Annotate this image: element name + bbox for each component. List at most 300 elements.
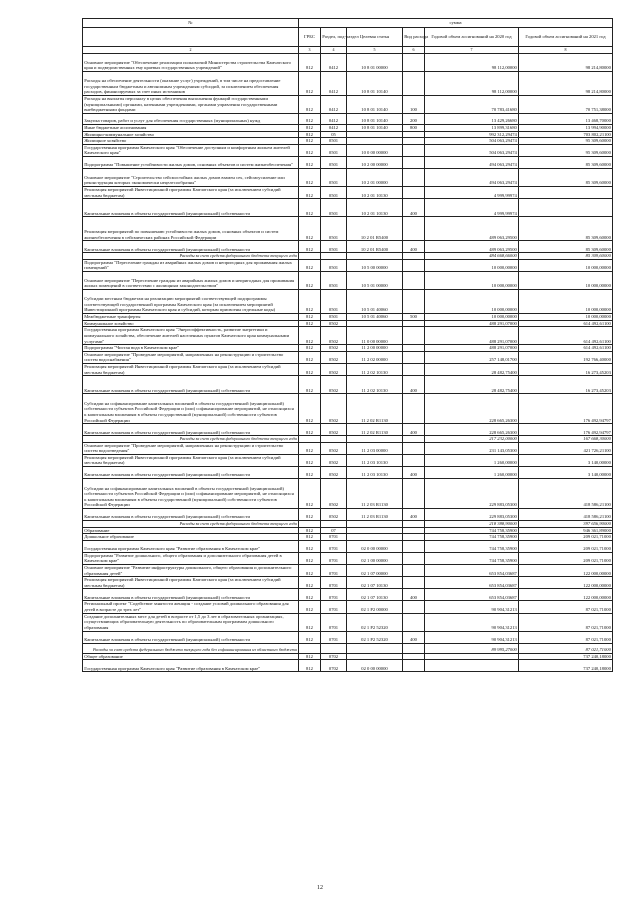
header-colnum: 8: [519, 47, 613, 54]
row-razdel: 0502: [321, 363, 347, 375]
row-grbs: [299, 253, 321, 260]
row-value-2021: 87 021,71000: [519, 643, 613, 653]
row-grbs: 812: [299, 363, 321, 375]
row-expense-type: 400: [403, 589, 425, 601]
table-row: [83, 442, 613, 454]
row-target-code: 10 2 01 00000: [347, 168, 403, 186]
row-value-2020: 13 429,26680: [425, 114, 519, 125]
row-name: Расходы за счет средств федерального бюджета текущего года без софинансирования из областного бюджета: [83, 643, 299, 653]
header-razdel: Раздел, под-раздел: [321, 28, 347, 47]
header-vid: Вид расхода: [403, 28, 425, 47]
row-name: Государственная программа Камчатского края "Развитие образования в Камчатском крае": [83, 660, 299, 672]
row-name: Закупка товаров, работ и услуг для обеспечения государственных (муниципальных) нужд: [83, 114, 299, 125]
table-row: [83, 320, 613, 327]
row-grbs: 812: [299, 394, 321, 424]
table-row: [83, 125, 613, 132]
row-target-code: 10 8 01 10140: [347, 114, 403, 125]
row-value-2020: 744 758,35900: [425, 527, 519, 534]
row-grbs: 812: [299, 114, 321, 125]
header-colnum: 3: [299, 47, 321, 54]
row-expense-type: [403, 436, 425, 443]
row-expense-type: [403, 643, 425, 653]
row-expense-type: [403, 131, 425, 138]
row-target-code: 02 1 P2 52320: [347, 631, 403, 643]
row-value-2021: 16 273,45203: [519, 363, 613, 375]
row-razdel: 0502: [321, 345, 347, 352]
row-razdel: 0412: [321, 96, 347, 114]
header-2021: Годовой объем ассигнований на 2021 год: [519, 28, 613, 47]
row-razdel: 0501: [321, 168, 347, 186]
row-value-2020: 90 904,31213: [425, 631, 519, 643]
table-row: [83, 394, 613, 424]
row-value-2020: 488 291,07000: [425, 345, 519, 352]
page-number: 12: [317, 885, 323, 891]
row-name: Реализация мероприятий Инвестиционной программы Камчатского края (за исключением субсидий местным бюджетам): [83, 363, 299, 375]
row-expense-type: [403, 138, 425, 145]
row-razdel: 0502: [321, 467, 347, 479]
row-target-code: 02 0 00 00000: [347, 660, 403, 672]
row-expense-type: [403, 289, 425, 313]
row-expense-type: [403, 613, 425, 631]
row-value-2020: 28 482,75400: [425, 376, 519, 394]
row-value-2020: 89 995,27000: [425, 643, 519, 653]
row-value-2021: 13 468,70000: [519, 114, 613, 125]
row-value-2020: 488 291,07000: [425, 327, 519, 345]
row-value-2020: 10 000,00000: [425, 271, 519, 289]
row-target-code: 10 0 00 00000: [347, 144, 403, 156]
row-value-2021: 122 000,00000: [519, 565, 613, 577]
row-razdel: [321, 436, 347, 443]
row-grbs: 812: [299, 424, 321, 436]
row-grbs: 812: [299, 552, 321, 564]
row-name: Жилищно-коммунальное хозяйство: [83, 131, 299, 138]
row-target-code: 02 0 00 00000: [347, 540, 403, 552]
row-name: Реализация мероприятий Инвестиционной программы Камчатского края (за исключением субсидий местным бюджетам): [83, 186, 299, 198]
row-name: Капитальные вложения в объекты государственной (муниципальной) собственности: [83, 241, 299, 253]
row-value-2021: 209 021,71000: [519, 552, 613, 564]
row-razdel: 0502: [321, 320, 347, 327]
table-row: [83, 653, 613, 660]
row-value-2020: 4 999,99974: [425, 186, 519, 198]
row-value-2020: 90 904,31213: [425, 601, 519, 613]
row-grbs: 812: [299, 509, 321, 521]
row-expense-type: [403, 534, 425, 541]
row-razdel: [321, 521, 347, 528]
header-2020: Годовой объем ассигнований на 2020 год: [425, 28, 519, 47]
row-value-2020: 653 854,03687: [425, 577, 519, 589]
row-value-2021: 397 656,90000: [519, 521, 613, 528]
table-row: [83, 601, 613, 613]
row-razdel: 0501: [321, 289, 347, 313]
row-name: Государственная программа Камчатского края "Обеспечение доступным и комфортным жильем жителей Камчатского края": [83, 144, 299, 156]
header-colnum: 6: [403, 47, 425, 54]
row-value-2021: 614 492,61100: [519, 320, 613, 327]
row-target-code: [347, 534, 403, 541]
row-grbs: 812: [299, 631, 321, 643]
table-row-note: [83, 643, 613, 653]
row-expense-type: 100: [403, 96, 425, 114]
header-name: [83, 28, 299, 47]
row-target-code: 11 2 02 10130: [347, 363, 403, 375]
row-expense-type: [403, 552, 425, 564]
row-razdel: 0501: [321, 259, 347, 271]
row-value-2020: 90 904,31213: [425, 613, 519, 631]
row-target-code: 11 0 00 00000: [347, 327, 403, 345]
row-razdel: 0502: [321, 424, 347, 436]
row-razdel: 0701: [321, 552, 347, 564]
header-sum-label: сумма: [299, 19, 613, 28]
row-value-2020: 229 883,05300: [425, 509, 519, 521]
row-razdel: 0501: [321, 144, 347, 156]
row-value-2021: 3 140,00000: [519, 454, 613, 466]
row-grbs: 812: [299, 589, 321, 601]
table-row-note: [83, 253, 613, 260]
row-grbs: 812: [299, 156, 321, 168]
row-value-2020: 70 783,41680: [425, 96, 519, 114]
row-value-2020: 744 758,35900: [425, 534, 519, 541]
table-row: [83, 144, 613, 156]
row-name: Капитальные вложения в объекты государственной (муниципальной) собственности: [83, 631, 299, 643]
header-target: Целевая статья: [347, 28, 403, 47]
row-value-2020: 218 388,90000: [425, 521, 519, 528]
row-razdel: 0501: [321, 217, 347, 241]
table-row: [83, 156, 613, 168]
table-row: [83, 289, 613, 313]
row-expense-type: 400: [403, 467, 425, 479]
row-razdel: 0502: [321, 351, 347, 363]
row-target-code: 02 1 07 10130: [347, 589, 403, 601]
row-grbs: 812: [299, 613, 321, 631]
row-name: Расходы на обеспечение деятельности (оказание услуг) учреждений, в том числе на предоставление государственным бюджетным и автономным учреждениям субсидий, за исключением обеспечения расходов, финансируемых за счет иных источников: [83, 72, 299, 96]
row-value-2021: 95 309,60000: [519, 138, 613, 145]
row-name: Основное мероприятие "Проведение мероприятий, направленных на реконструкцию и строительство систем водоснабжения": [83, 351, 299, 363]
row-expense-type: [403, 527, 425, 534]
table-body: [83, 54, 613, 672]
table-row-note: [83, 521, 613, 528]
row-target-code: 11 2 02 R1130: [347, 394, 403, 424]
row-target-code: 10 2 01 R5400: [347, 241, 403, 253]
row-razdel: 05: [321, 131, 347, 138]
row-name: Реализация мероприятий Инвестиционной программы Камчатского края (за исключением субсидий местным бюджетам): [83, 577, 299, 589]
row-razdel: 0501: [321, 138, 347, 145]
row-target-code: 10 5 01 40060: [347, 289, 403, 313]
row-grbs: 812: [299, 241, 321, 253]
row-expense-type: 400: [403, 631, 425, 643]
row-name: Основное мероприятие "Обеспечение реализации полномочий Министерства строительства Камчатского края и подведомственных ему краевых государственных учреждений": [83, 54, 299, 72]
row-grbs: 812: [299, 199, 321, 217]
row-value-2020: 744 758,35900: [425, 540, 519, 552]
row-expense-type: [403, 479, 425, 509]
row-name: Реализация мероприятий по повышению устойчивости жилых домов, основных объектов и систем жизнеобеспечения в сейсмических районах Российской Федерации: [83, 217, 299, 241]
row-value-2021: 3 140,00000: [519, 467, 613, 479]
row-value-2021: [519, 186, 613, 198]
row-target-code: 11 2 00 00000: [347, 345, 403, 352]
row-expense-type: [403, 565, 425, 577]
row-expense-type: 400: [403, 241, 425, 253]
row-value-2020: 992 312,29474: [425, 131, 519, 138]
row-value-2021: 85 309,60000: [519, 217, 613, 241]
row-name: Реализация мероприятий Инвестиционной программы Камчатского края (за исключением субсидий местным бюджетам): [83, 454, 299, 466]
row-name: Основное мероприятие "Развитие инфраструктуры дошкольного, общего образования и дополнительного образования детей": [83, 565, 299, 577]
row-value-2021: 209 021,71000: [519, 540, 613, 552]
row-target-code: 11 2 03 R1130: [347, 479, 403, 509]
table-row: [83, 96, 613, 114]
row-target-code: 02 1 07 10130: [347, 577, 403, 589]
row-expense-type: [403, 653, 425, 660]
row-razdel: 0412: [321, 125, 347, 132]
row-value-2020: [425, 653, 519, 660]
table-row: [83, 54, 613, 72]
row-expense-type: 500: [403, 313, 425, 320]
row-razdel: 0502: [321, 442, 347, 454]
row-razdel: 0501: [321, 241, 347, 253]
row-value-2020: 1 260,00000: [425, 467, 519, 479]
row-name: Подпрограмма "Повышение устойчивости жилых домов, основных объектов и систем жизнеобеспечения": [83, 156, 299, 168]
table-row-note: [83, 436, 613, 443]
row-grbs: 812: [299, 527, 321, 534]
row-value-2021: 85 309,60000: [519, 156, 613, 168]
row-grbs: 812: [299, 271, 321, 289]
row-value-2021: 85 309,60000: [519, 241, 613, 253]
row-value-2021: 122 000,00000: [519, 577, 613, 589]
row-razdel: 07: [321, 527, 347, 534]
row-name: Капитальные вложения в объекты государственной (муниципальной) собственности: [83, 199, 299, 217]
row-expense-type: [403, 660, 425, 672]
row-value-2021: 85 309,60000: [519, 253, 613, 260]
row-name: Дошкольное образование: [83, 534, 299, 541]
row-value-2020: 653 854,03687: [425, 565, 519, 577]
row-expense-type: [403, 72, 425, 96]
row-name: Капитальные вложения в объекты государственной (муниципальной) собственности: [83, 509, 299, 521]
row-name: Жилищное хозяйство: [83, 138, 299, 145]
row-grbs: 812: [299, 565, 321, 577]
row-expense-type: [403, 186, 425, 198]
row-grbs: 812: [299, 601, 321, 613]
row-target-code: 02 1 P2 52320: [347, 613, 403, 631]
row-grbs: 812: [299, 144, 321, 156]
header-row-main: [83, 28, 613, 47]
row-value-2021: 13 994,90000: [519, 125, 613, 132]
row-value-2020: 504 063,29474: [425, 138, 519, 145]
row-target-code: [347, 527, 403, 534]
table-row: [83, 454, 613, 466]
row-target-code: [347, 253, 403, 260]
row-value-2021: 418 586,21100: [519, 509, 613, 521]
row-grbs: 812: [299, 289, 321, 313]
table-row: [83, 241, 613, 253]
row-value-2021: 614 492,61100: [519, 345, 613, 352]
row-target-code: 11 2 03 00000: [347, 442, 403, 454]
row-target-code: [347, 138, 403, 145]
table-row: [83, 660, 613, 672]
row-value-2021: 85 309,60000: [519, 168, 613, 186]
row-value-2020: 10 000,00000: [425, 259, 519, 271]
row-razdel: 0502: [321, 327, 347, 345]
row-value-2021: 176 492,94797: [519, 394, 613, 424]
row-grbs: 812: [299, 442, 321, 454]
row-grbs: 812: [299, 320, 321, 327]
row-value-2021: 737 240,18000: [519, 653, 613, 660]
row-name: Основное мероприятие "Переселение граждан из аварийных жилых домов и непригодных для проживания жилых помещений в соответствии с жилищным законодательством": [83, 271, 299, 289]
row-grbs: 812: [299, 534, 321, 541]
row-value-2020: 1 260,00000: [425, 454, 519, 466]
row-value-2021: 10 000,00000: [519, 289, 613, 313]
row-razdel: 0501: [321, 156, 347, 168]
row-value-2021: 87 021,71000: [519, 631, 613, 643]
row-target-code: 02 1 00 00000: [347, 552, 403, 564]
header-row-top: [83, 19, 613, 28]
row-target-code: 11 2 03 R1130: [347, 509, 403, 521]
header-colnum: 7: [425, 47, 519, 54]
row-target-code: 10 8 01 10140: [347, 72, 403, 96]
row-value-2020: 4 999,99974: [425, 199, 519, 217]
table-row: [83, 259, 613, 271]
table-row: [83, 424, 613, 436]
row-value-2021: 737 240,18000: [519, 660, 613, 672]
row-value-2021: [519, 199, 613, 217]
table-row: [83, 186, 613, 198]
row-expense-type: [403, 442, 425, 454]
row-expense-type: [403, 156, 425, 168]
row-name: Субсидии на софинансирование капитальных вложений в объекты государственной (муниципальной) собственности субъектов Российской Федерации и (или) софинансирование мероприятий, не относящихся к капитальным вложениям в объекты государственной (муниципальной) собственности субъектов Российской Федерации: [83, 479, 299, 509]
row-grbs: 812: [299, 217, 321, 241]
row-value-2021: 87 021,71000: [519, 601, 613, 613]
header-num: №: [83, 19, 299, 28]
table-row: [83, 376, 613, 394]
row-target-code: 10 2 01 R5400: [347, 217, 403, 241]
row-value-2020: 228 665,26300: [425, 394, 519, 424]
row-value-2021: 10 000,00000: [519, 313, 613, 320]
row-grbs: 812: [299, 125, 321, 132]
row-grbs: 812: [299, 313, 321, 320]
table-row: [83, 527, 613, 534]
row-target-code: 10 2 01 10130: [347, 186, 403, 198]
row-target-code: 10 8 01 00000: [347, 54, 403, 72]
table-row: [83, 327, 613, 345]
row-expense-type: 800: [403, 125, 425, 132]
row-razdel: 0502: [321, 394, 347, 424]
row-name: Основное мероприятие "Проведение мероприятий, направленных на реконструкцию и строительство систем водоотведения": [83, 442, 299, 454]
row-name: Основное мероприятие "Строительство сейсмостойких жилых домов взамен сех, сейсмоусиление или реконструкция которых экономически нецелесообразны": [83, 168, 299, 186]
row-razdel: 0502: [321, 479, 347, 509]
row-value-2021: 98 214,80000: [519, 54, 613, 72]
row-grbs: 812: [299, 376, 321, 394]
row-value-2020: 257 148,01700: [425, 351, 519, 363]
row-value-2021: 98 214,80000: [519, 72, 613, 96]
row-target-code: 11 2 03 10130: [347, 454, 403, 466]
row-expense-type: [403, 345, 425, 352]
row-target-code: 02 1 07 00000: [347, 565, 403, 577]
row-grbs: 812: [299, 351, 321, 363]
row-target-code: 11 2 02 R1130: [347, 424, 403, 436]
row-expense-type: [403, 327, 425, 345]
row-razdel: [321, 253, 347, 260]
row-razdel: 0701: [321, 589, 347, 601]
row-grbs: [299, 521, 321, 528]
row-grbs: 812: [299, 577, 321, 589]
row-expense-type: [403, 521, 425, 528]
row-expense-type: [403, 253, 425, 260]
row-value-2021: 70 751,38000: [519, 96, 613, 114]
row-value-2020: 229 883,05300: [425, 479, 519, 509]
row-grbs: 812: [299, 660, 321, 672]
row-expense-type: [403, 259, 425, 271]
row-razdel: 0701: [321, 613, 347, 631]
table-row: [83, 345, 613, 352]
row-value-2020: 13 899,31680: [425, 125, 519, 132]
row-expense-type: [403, 351, 425, 363]
table-row: [83, 631, 613, 643]
row-value-2021: 122 000,00000: [519, 589, 613, 601]
row-grbs: 812: [299, 467, 321, 479]
row-expense-type: 400: [403, 376, 425, 394]
table-row: [83, 72, 613, 96]
row-name: Региональный проект "Содействие занятости женщин - создание условий дошкольного образования для детей в возрасте до трех лет": [83, 601, 299, 613]
row-grbs: 812: [299, 653, 321, 660]
table-row: [83, 351, 613, 363]
table-row: [83, 114, 613, 125]
row-name: Субсидии на софинансирование капитальных вложений в объекты государственной (муниципальной) собственности субъектов Российской Федерации и (или) софинансирование мероприятий, не относящихся к капитальным вложениям в объекты государственной (муниципальной) собственности субъектов Российской Федерации: [83, 394, 299, 424]
row-name: Государственная программа Камчатского края "Энергоэффективность, развитие энергетики и коммунального хозяйства, обеспечение жителей населенных пунктов Камчатского края коммунальными услугами": [83, 327, 299, 345]
row-target-code: 10 8 01 10140: [347, 96, 403, 114]
row-name: Капитальные вложения в объекты государственной (муниципальной) собственности: [83, 467, 299, 479]
row-value-2020: [425, 660, 519, 672]
row-value-2021: 192 766,40000: [519, 351, 613, 363]
row-name: Подпрограмма "Переселение граждан из аварийных жилых домов и непригодных для проживания жилых помещений": [83, 259, 299, 271]
row-target-code: 11 2 03 10130: [347, 467, 403, 479]
row-razdel: 0701: [321, 565, 347, 577]
row-value-2020: 217 232,00000: [425, 436, 519, 443]
row-name: Капитальные вложения в объекты государственной (муниципальной) собственности: [83, 424, 299, 436]
header-grbs: ГРБС: [299, 28, 321, 47]
row-expense-type: [403, 540, 425, 552]
row-razdel: 0701: [321, 577, 347, 589]
row-value-2020: 494 063,29474: [425, 156, 519, 168]
row-value-2021: 95 309,60000: [519, 144, 613, 156]
header-colnum: 4: [321, 47, 347, 54]
row-target-code: [347, 131, 403, 138]
row-grbs: 812: [299, 479, 321, 509]
row-razdel: 0701: [321, 631, 347, 643]
table-row: [83, 552, 613, 564]
row-value-2020: 494 063,29474: [425, 168, 519, 186]
row-grbs: 812: [299, 96, 321, 114]
row-grbs: 812: [299, 259, 321, 271]
table-row: [83, 479, 613, 509]
table-row: [83, 131, 613, 138]
table-header: [83, 19, 613, 54]
row-grbs: [299, 436, 321, 443]
row-name: Расходы на выплаты персоналу в целях обеспечения выполнения функций государственными (муниципальными) органами, казенными учреждениями, органами управления государственными внебюджетными фондами: [83, 96, 299, 114]
row-name: Подпрограмма "Развитие дошкольного, общего образования и дополнительного образования детей в Камчатском крае": [83, 552, 299, 564]
row-grbs: 812: [299, 54, 321, 72]
row-target-code: 02 1 P2 00000: [347, 601, 403, 613]
row-value-2020: 489 063,29500: [425, 241, 519, 253]
table-row: [83, 363, 613, 375]
row-value-2020: 28 482,75400: [425, 363, 519, 375]
row-target-code: [347, 653, 403, 660]
row-value-2021: 421 726,21100: [519, 442, 613, 454]
row-razdel: 0702: [321, 653, 347, 660]
row-razdel: 0412: [321, 54, 347, 72]
table-row: [83, 589, 613, 601]
row-razdel: 0412: [321, 72, 347, 96]
row-value-2021: 176 492,94797: [519, 424, 613, 436]
row-razdel: 0702: [321, 660, 347, 672]
header-colnum: 2: [83, 47, 299, 54]
row-grbs: 812: [299, 138, 321, 145]
row-value-2020: 98 112,00000: [425, 72, 519, 96]
